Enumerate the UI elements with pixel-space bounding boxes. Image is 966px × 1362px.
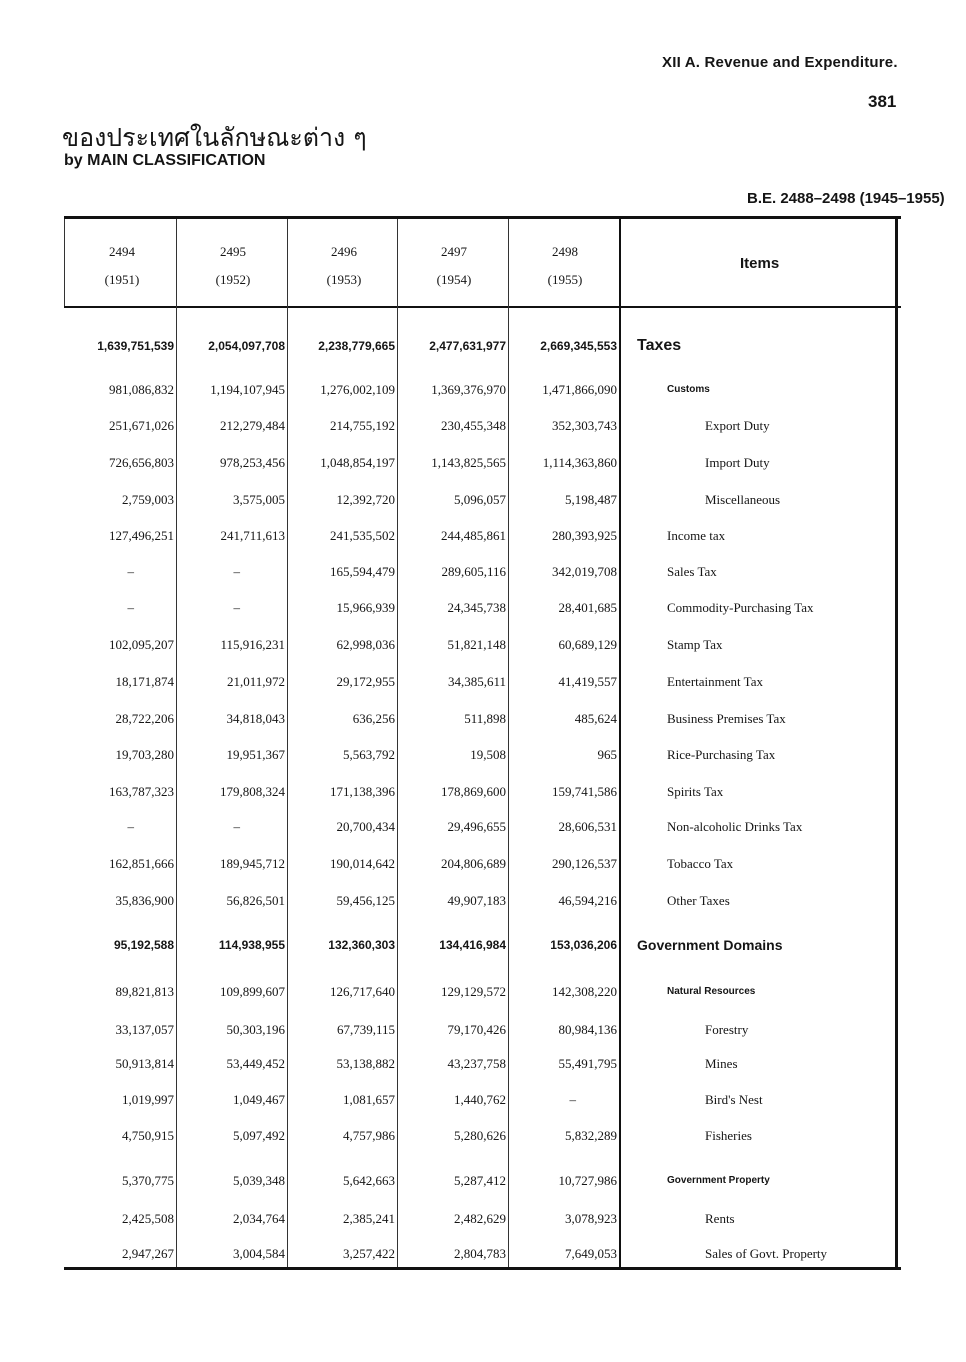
table-bottom-rule bbox=[64, 1267, 901, 1270]
table-cell: 2,759,003 bbox=[122, 492, 174, 507]
table-cell: – bbox=[233, 564, 240, 579]
table-cell: 59,456,125 bbox=[336, 893, 395, 908]
table-cell: – bbox=[127, 600, 134, 615]
section-title: XII A. Revenue and Expenditure. bbox=[662, 54, 898, 71]
table-cell: 2,669,345,553 bbox=[540, 339, 617, 353]
table-cell: 55,491,795 bbox=[558, 1056, 617, 1071]
table-row bbox=[64, 1169, 901, 1193]
table-cell: 127,496,251 bbox=[109, 528, 174, 543]
row-label: Export Duty bbox=[705, 418, 770, 433]
table-cell: 1,049,467 bbox=[233, 1092, 285, 1107]
table-cell: 115,916,231 bbox=[220, 637, 285, 652]
row-label: Commodity-Purchasing Tax bbox=[667, 600, 814, 615]
table-row bbox=[64, 1242, 901, 1266]
table-cell: 981,086,832 bbox=[109, 382, 174, 397]
table-cell: 290,126,537 bbox=[552, 856, 617, 871]
row-label: Sales Tax bbox=[667, 564, 717, 579]
table-cell: 28,606,531 bbox=[558, 819, 617, 834]
table-cell: 214,755,192 bbox=[330, 418, 395, 433]
table-row bbox=[64, 378, 901, 402]
table-row bbox=[64, 524, 901, 548]
table-cell: 19,703,280 bbox=[115, 747, 174, 762]
table-cell: 3,257,422 bbox=[343, 1246, 395, 1261]
table-cell: 41,419,557 bbox=[558, 674, 617, 689]
table-cell: 159,741,586 bbox=[552, 784, 617, 799]
table-row bbox=[64, 670, 901, 694]
row-label: Natural Resources bbox=[667, 986, 756, 997]
thai-title: ของประเทศในลักษณะต่าง ๆ bbox=[62, 123, 367, 152]
row-label: Other Taxes bbox=[667, 893, 730, 908]
table-cell: 19,951,367 bbox=[226, 747, 285, 762]
table-top-rule bbox=[64, 216, 901, 219]
row-label: Import Duty bbox=[705, 455, 770, 470]
table-cell: 511,898 bbox=[464, 711, 506, 726]
table-row bbox=[64, 889, 901, 913]
table-cell: 244,485,861 bbox=[441, 528, 506, 543]
table-cell: 134,416,984 bbox=[439, 938, 506, 952]
table-cell: 162,851,666 bbox=[109, 856, 174, 871]
table-cell: 4,757,986 bbox=[343, 1128, 395, 1143]
table-row bbox=[64, 334, 901, 358]
table-cell: 965 bbox=[597, 747, 617, 762]
row-label: Government Property bbox=[667, 1175, 770, 1186]
row-label: Customs bbox=[667, 384, 710, 395]
table-cell: 2,947,267 bbox=[122, 1246, 174, 1261]
table-cell: 129,129,572 bbox=[441, 984, 506, 999]
table-cell: 142,308,220 bbox=[552, 984, 617, 999]
table-cell: 165,594,479 bbox=[330, 564, 395, 579]
table-cell: 35,836,900 bbox=[115, 893, 174, 908]
table-cell: – bbox=[569, 1092, 576, 1107]
row-label: Taxes bbox=[637, 337, 682, 354]
table-row bbox=[64, 596, 901, 620]
table-cell: 204,806,689 bbox=[441, 856, 506, 871]
table-cell: 636,256 bbox=[352, 711, 395, 726]
column-header: 2495 (1952) bbox=[215, 244, 251, 287]
table-cell: – bbox=[127, 564, 134, 579]
table-cell: 49,907,183 bbox=[447, 893, 506, 908]
table-cell: 342,019,708 bbox=[552, 564, 617, 579]
table-cell: 4,750,915 bbox=[122, 1128, 174, 1143]
table-cell: 178,869,600 bbox=[441, 784, 506, 799]
column-header: 2494 (1951) bbox=[104, 244, 140, 287]
period-label: B.E. 2488–2498 (1945–1955) bbox=[747, 190, 945, 207]
table-cell: 726,656,803 bbox=[109, 455, 174, 470]
table-cell: 5,642,663 bbox=[343, 1173, 395, 1188]
table-cell: 19,508 bbox=[470, 747, 506, 762]
english-title: by MAIN CLASSIFICATION bbox=[64, 152, 266, 169]
table-cell: 67,739,115 bbox=[336, 1022, 395, 1037]
table-cell: 24,345,738 bbox=[447, 600, 506, 615]
row-label: Entertainment Tax bbox=[667, 674, 763, 689]
table-cell: 189,945,712 bbox=[220, 856, 285, 871]
row-label: Non-alcoholic Drinks Tax bbox=[667, 819, 803, 834]
table-cell: 2,385,241 bbox=[343, 1211, 395, 1226]
table-row bbox=[64, 1207, 901, 1231]
column-header: 2498 (1955) bbox=[547, 244, 583, 287]
table-cell: 3,004,584 bbox=[233, 1246, 285, 1261]
table-cell: 5,280,626 bbox=[454, 1128, 506, 1143]
table-cell: 2,482,629 bbox=[454, 1211, 506, 1226]
table-cell: 2,477,631,977 bbox=[429, 339, 506, 353]
table-row bbox=[64, 780, 901, 804]
table-cell: 12,392,720 bbox=[336, 492, 395, 507]
table-cell: 251,671,026 bbox=[109, 418, 174, 433]
table-cell: 80,984,136 bbox=[558, 1022, 617, 1037]
table-cell: 289,605,116 bbox=[441, 564, 506, 579]
table-cell: 212,279,484 bbox=[220, 418, 285, 433]
table-row bbox=[64, 414, 901, 438]
table-row bbox=[64, 852, 901, 876]
table-cell: 43,237,758 bbox=[447, 1056, 506, 1071]
table-cell: 10,727,986 bbox=[558, 1173, 617, 1188]
table-cell: 51,821,148 bbox=[447, 637, 506, 652]
table-cell: 46,594,216 bbox=[558, 893, 617, 908]
table-cell: 1,019,997 bbox=[122, 1092, 174, 1107]
table-cell: 109,899,607 bbox=[220, 984, 285, 999]
table-cell: 34,385,611 bbox=[447, 674, 506, 689]
column-header: 2496 (1953) bbox=[326, 244, 362, 287]
table-cell: 1,440,762 bbox=[454, 1092, 506, 1107]
table-cell: 2,238,779,665 bbox=[318, 339, 395, 353]
table-cell: 114,938,955 bbox=[218, 938, 285, 952]
table-cell: – bbox=[127, 819, 134, 834]
table-row bbox=[64, 815, 901, 839]
table-cell: 56,826,501 bbox=[226, 893, 285, 908]
row-label: Sales of Govt. Property bbox=[705, 1246, 828, 1261]
table-cell: 1,048,854,197 bbox=[320, 455, 395, 470]
table-cell: 2,804,783 bbox=[454, 1246, 506, 1261]
table-cell: 53,449,452 bbox=[226, 1056, 285, 1071]
table-cell: 28,401,685 bbox=[558, 600, 617, 615]
table-cell: 5,832,289 bbox=[565, 1128, 617, 1143]
table-row bbox=[64, 560, 901, 584]
table-cell: 50,303,196 bbox=[226, 1022, 285, 1037]
table-cell: 79,170,426 bbox=[447, 1022, 506, 1037]
table-row bbox=[64, 743, 901, 767]
table-row bbox=[64, 488, 901, 512]
table-cell: 132,360,303 bbox=[328, 938, 395, 952]
table-cell: 190,014,642 bbox=[330, 856, 395, 871]
table-cell: 3,575,005 bbox=[233, 492, 285, 507]
row-label: Spirits Tax bbox=[667, 784, 724, 799]
row-label: Government Domains bbox=[637, 937, 783, 953]
table-cell: 5,198,487 bbox=[565, 492, 617, 507]
table-cell: 163,787,323 bbox=[109, 784, 174, 799]
table-cell: 241,711,613 bbox=[220, 528, 285, 543]
table-cell: 1,081,657 bbox=[343, 1092, 395, 1107]
table-row bbox=[64, 633, 901, 657]
page-number: 381 bbox=[868, 92, 897, 111]
table-cell: 62,998,036 bbox=[336, 637, 395, 652]
table-cell: 126,717,640 bbox=[330, 984, 395, 999]
row-label: Tobacco Tax bbox=[667, 856, 734, 871]
table-cell: 33,137,057 bbox=[115, 1022, 174, 1037]
table-cell: 2,054,097,708 bbox=[208, 339, 285, 353]
table-cell: 89,821,813 bbox=[115, 984, 174, 999]
table-cell: 1,114,363,860 bbox=[542, 455, 617, 470]
table-cell: 3,078,923 bbox=[565, 1211, 617, 1226]
table-cell: 5,097,492 bbox=[233, 1128, 285, 1143]
table-row bbox=[64, 1052, 901, 1076]
row-label: Bird's Nest bbox=[705, 1092, 763, 1107]
items-header: Items bbox=[740, 255, 780, 272]
row-label: Rice-Purchasing Tax bbox=[667, 747, 776, 762]
row-label: Rents bbox=[705, 1211, 735, 1226]
table-cell: 29,172,955 bbox=[336, 674, 395, 689]
table-cell: 20,700,434 bbox=[336, 819, 395, 834]
table-cell: 280,393,925 bbox=[552, 528, 617, 543]
column-divider bbox=[64, 219, 65, 306]
table-cell: 1,369,376,970 bbox=[431, 382, 506, 397]
table-cell: 1,276,002,109 bbox=[320, 382, 395, 397]
row-label: Income tax bbox=[667, 528, 726, 543]
table-cell: 485,624 bbox=[574, 711, 617, 726]
table-cell: 1,471,866,090 bbox=[542, 382, 617, 397]
table-cell: 5,370,775 bbox=[122, 1173, 174, 1188]
table-cell: 241,535,502 bbox=[330, 528, 395, 543]
table-cell: 2,425,508 bbox=[122, 1211, 174, 1226]
table-cell: 53,138,882 bbox=[336, 1056, 395, 1071]
table-cell: 7,649,053 bbox=[565, 1246, 617, 1261]
table-cell: 60,689,129 bbox=[558, 637, 617, 652]
table-cell: 1,143,825,565 bbox=[431, 455, 506, 470]
row-label: Business Premises Tax bbox=[667, 711, 786, 726]
row-label: Forestry bbox=[705, 1022, 749, 1037]
table-cell: 102,095,207 bbox=[109, 637, 174, 652]
table-row bbox=[64, 980, 901, 1004]
table-cell: 2,034,764 bbox=[233, 1211, 285, 1226]
row-label: Fisheries bbox=[705, 1128, 752, 1143]
revenue-table bbox=[64, 216, 901, 1270]
table-cell: 171,138,396 bbox=[330, 784, 395, 799]
header-bottom-rule bbox=[64, 306, 901, 308]
table-cell: 179,808,324 bbox=[220, 784, 285, 799]
table-row bbox=[64, 1124, 901, 1148]
table-cell: 978,253,456 bbox=[220, 455, 285, 470]
table-row bbox=[64, 451, 901, 475]
table-cell: 95,192,588 bbox=[113, 938, 174, 952]
table-cell: – bbox=[233, 600, 240, 615]
table-cell: 34,818,043 bbox=[226, 711, 285, 726]
table-cell: – bbox=[233, 819, 240, 834]
table-cell: 5,287,412 bbox=[454, 1173, 506, 1188]
table-cell: 5,039,348 bbox=[233, 1173, 285, 1188]
table-cell: 29,496,655 bbox=[447, 819, 506, 834]
table-cell: 50,913,814 bbox=[115, 1056, 174, 1071]
row-label: Stamp Tax bbox=[667, 637, 723, 652]
table-cell: 352,303,743 bbox=[552, 418, 617, 433]
row-label: Mines bbox=[705, 1056, 738, 1071]
table-row bbox=[64, 933, 901, 957]
table-cell: 1,194,107,945 bbox=[210, 382, 285, 397]
table-row bbox=[64, 707, 901, 731]
table-cell: 18,171,874 bbox=[115, 674, 174, 689]
table-cell: 5,563,792 bbox=[343, 747, 395, 762]
table-row bbox=[64, 1088, 901, 1112]
table-cell: 5,096,057 bbox=[454, 492, 506, 507]
table-row bbox=[64, 1018, 901, 1042]
table-cell: 1,639,751,539 bbox=[97, 339, 174, 353]
table-cell: 15,966,939 bbox=[336, 600, 395, 615]
table-cell: 21,011,972 bbox=[226, 674, 285, 689]
table-cell: 153,036,206 bbox=[550, 938, 617, 952]
column-header: 2497 (1954) bbox=[436, 244, 472, 287]
row-label: Miscellaneous bbox=[705, 492, 781, 507]
table-cell: 230,455,348 bbox=[441, 418, 506, 433]
table-cell: 28,722,206 bbox=[115, 711, 174, 726]
